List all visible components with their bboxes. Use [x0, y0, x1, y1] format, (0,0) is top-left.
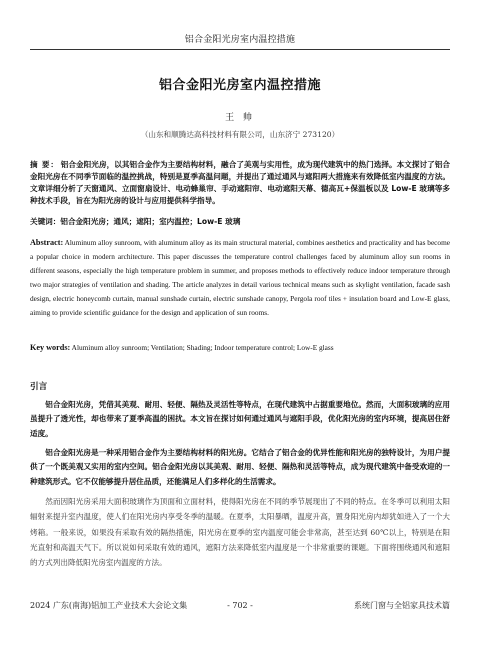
- abstract-chinese-label: 摘 要：: [30, 160, 59, 169]
- abstract-english: [30, 236, 450, 321]
- page-number: - 702 -: [227, 601, 253, 610]
- keywords-english-label: Key words:: [30, 343, 71, 352]
- abstract-chinese-text: 铝合金阳光房，以其铝合金作为主要结构材料，融合了美观与实用性，成为现代建筑中的热门选择。本文探讨了铝合金阳光房在不同季节面临的温控挑战，特别是夏季高温问题，并提出了通过通风与遮阳两大措施来有效降低室内温度的方法。文章详细分析了天窗通风、立面窗扇设计、电动蜂巢帘、手动遮阳帘、电动遮阳天幕、德高瓦+保温板以及 Low-E 玻璃等多种技术手段，旨在为阳光房的设计与应用提供科学指导。: [30, 160, 450, 205]
- body-paragraph: 然而因阳光房采用大面积玻璃作为顶面和立面材料，使得阳光房在不同的季节展现出了不同的特点。在冬季可以利用太阳辐射来提升室内温度，使人们在阳光房内享受冬季的温暖。在夏季，太阳暴晒，温度升高，置身阳光房内却犹如进入了一个大烤箱。一般来说，如果没有采取有效的隔热措施，阳光房在夏季的室内温度可能会非常高，甚至达到 60℃以上，特别是在阳光直射和高温天气下。所以说如何采取有效的通风，遮阳方法来降低室内温度是一个非常重要的课题。下面将围绕通风和遮阳的方式列出降低阳光房室内温度的方法。: [30, 497, 450, 568]
- author: 王 帅: [225, 113, 255, 123]
- keywords-chinese-text: 铝合金阳光房；通风；遮阳；室内温控；Low-E 玻璃: [60, 217, 241, 226]
- paper-title: 铝合金阳光房室内温控措施: [158, 78, 321, 93]
- abstract-english-label: Abstract:: [30, 238, 64, 247]
- abstract-english-text: Aluminum alloy sunroom, with aluminum alloy as its main structural material, combines aesthetics and practicality and has become a popular choice in modern architecture. This paper discusses the temperature control challenges faced by aluminum alloy sun rooms in different seasons, especially the high temperature problem in summer, and proposes methods to effectively reduce indoor temperature through two major strategies of ventilation and shading. The article analyzes in detail various technical means such as skylight ventilation, facade sash design, electric honeycomb curtain, manual sunshade curtain, electric sunshade canopy, Pergola roof tiles + insulation board and Low-E glass, aiming to provide scientific guidance for the design and application of sun rooms.: [30, 238, 450, 318]
- keywords-chinese-label: 关键词：: [30, 217, 61, 226]
- running-header: 铝合金阳光房室内温控措施: [184, 35, 296, 45]
- abstract-chinese: [30, 159, 450, 207]
- keywords-english-text: Aluminum alloy sunroom; Ventilation; Shading; Indoor temperature control; Low-E glass: [70, 343, 334, 352]
- section-heading-introduction: 引言: [30, 382, 48, 392]
- keywords-english: [30, 342, 450, 353]
- keywords-chinese: [30, 216, 450, 227]
- footer-section-title: 系统门窗与全铝家具技术篇: [354, 601, 450, 610]
- body-paragraph: 铝合金阳光房，凭借其美观、耐用、轻便、隔热及灵活性等特点，在现代建筑中占据重要地位。然而，大面积玻璃的应用虽提升了透光性，却也带来了夏季高温的困扰。本文旨在探讨如何通过通风与遮阳手段，优化阳光房的室内环境，提高居住舒适度。: [30, 400, 450, 438]
- affiliation: （山东和顺腾达高科技材料有限公司，山东济宁 273120）: [140, 130, 340, 139]
- footer-proceedings-title: 2024 广东(南海)铝加工产业技术大会论文集: [30, 601, 188, 610]
- body-paragraph: 铝合金阳光房是一种采用铝合金作为主要结构材料的阳光房。它结合了铝合金的优异性能和阳光房的独特设计，为用户提供了一个既美观又实用的室内空间。铝合金阳光房以其美观、耐用、轻便、隔热和灵活等特点，成为现代建筑中备受欢迎的一种建筑形式。它不仅能够提升居住品质，还能满足人们多样化的生活需求。: [30, 448, 450, 486]
- page-footer: [30, 600, 450, 614]
- header-rule: [30, 49, 450, 50]
